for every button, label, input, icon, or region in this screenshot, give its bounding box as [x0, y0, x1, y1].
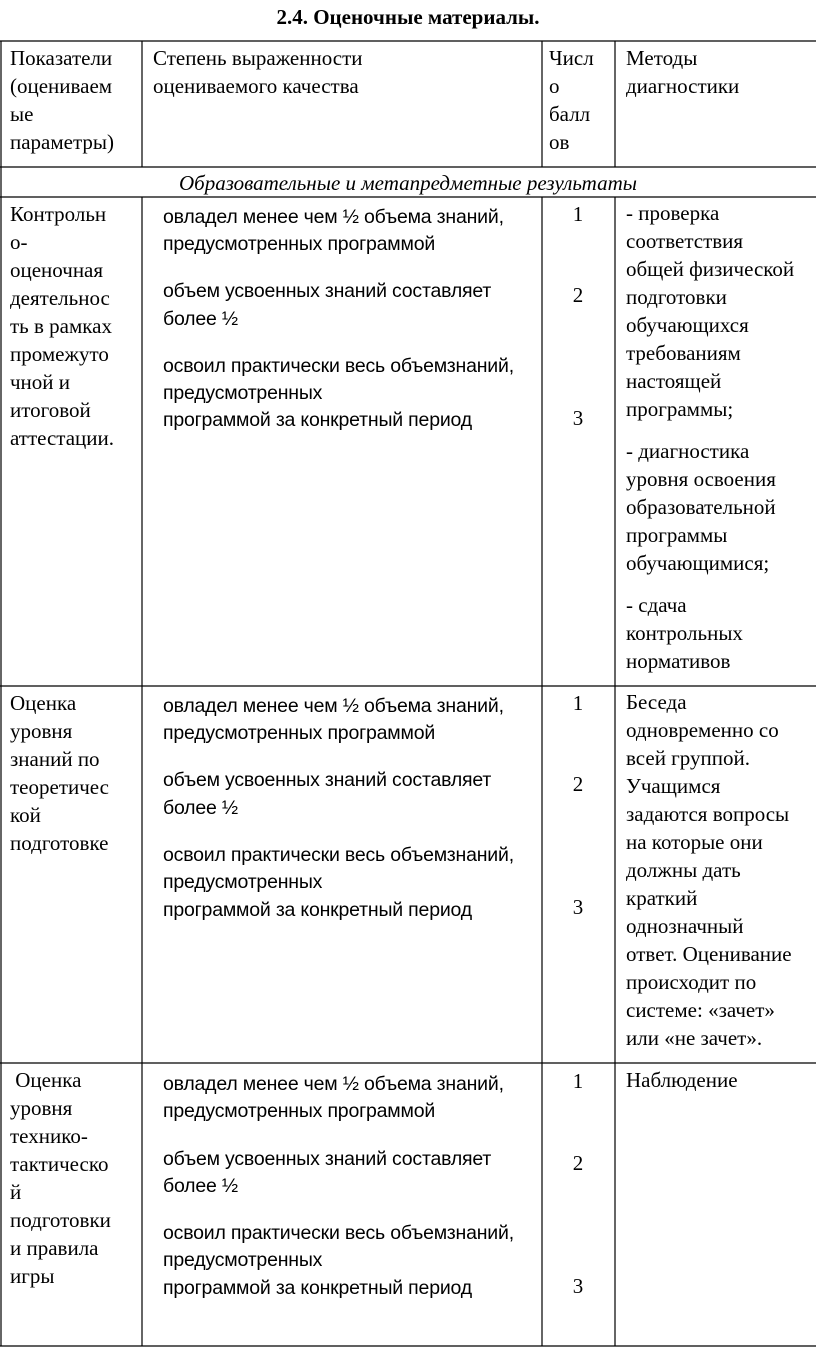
method-line: образовательной	[626, 495, 776, 519]
level-line: овладел менее чем ½ объема знаний,	[163, 695, 504, 717]
method-line: Наблюдение	[626, 1068, 738, 1092]
score-value: 1	[572, 691, 584, 715]
method-line: - диагностика	[626, 439, 750, 463]
level-line: освоил практически весь объемзнаний,	[163, 1222, 514, 1244]
header-score-line: Числ	[549, 46, 594, 70]
level-line: предусмотренных	[163, 871, 323, 893]
indicator-line: и правила	[10, 1236, 99, 1260]
score-value: 3	[572, 1274, 584, 1298]
indicator-line: теоретичес	[10, 775, 109, 799]
method-line: программы;	[626, 397, 734, 421]
level-line: программой за конкретный период	[163, 1277, 472, 1299]
indicator-line: игры	[10, 1264, 55, 1288]
header-indicators-line: параметры)	[10, 130, 115, 154]
section-title: Образовательные и метапредметные результаты	[179, 171, 637, 195]
header-indicators-line: ые	[10, 102, 34, 126]
header-indicators-line: Показатели	[10, 46, 113, 70]
method-line: нормативов	[626, 649, 731, 673]
level-line: овладел менее чем ½ объема знаний,	[163, 1073, 504, 1095]
header-score-line: балл	[549, 102, 591, 126]
score-value: 1	[572, 1069, 584, 1093]
header-degree-line: Степень выраженности	[153, 46, 363, 70]
indicator-line: тактическо	[10, 1152, 109, 1176]
indicator-line: Оценка	[10, 691, 77, 715]
method-line: общей физической	[626, 257, 795, 281]
header-degree-line: оцениваемого качества	[153, 74, 359, 98]
indicator-line: о-	[10, 230, 28, 254]
method-line: ответ. Оценивание	[626, 942, 792, 966]
indicator-line: деятельнос	[10, 286, 110, 310]
header-indicators-line: (оцениваем	[10, 74, 113, 98]
level-line: объем усвоенных знаний составляет	[163, 280, 492, 302]
header-score-line: о	[549, 74, 560, 98]
level-line: объем усвоенных знаний составляет	[163, 1148, 492, 1170]
indicator-line: подготовке	[10, 831, 109, 855]
level-line: программой за конкретный период	[163, 409, 472, 431]
level-line: освоил практически весь объемзнаний,	[163, 844, 514, 866]
method-line: или «не зачет».	[626, 1026, 763, 1050]
level-line: более ½	[163, 308, 238, 330]
level-line: предусмотренных	[163, 382, 323, 404]
score-value: 1	[572, 202, 584, 226]
indicator-line: Оценка	[10, 1068, 82, 1092]
indicator-line: промежуто	[10, 342, 109, 366]
score-value: 2	[572, 1151, 584, 1175]
method-line: обучающимися;	[626, 551, 770, 575]
level-line: предусмотренных программой	[163, 1100, 436, 1122]
method-line: Учащимся	[626, 774, 721, 798]
indicator-line: знаний по	[10, 747, 100, 771]
indicator-line: итоговой	[10, 398, 91, 422]
level-line: более ½	[163, 797, 238, 819]
indicator-line: аттестации.	[10, 426, 115, 450]
level-line: более ½	[163, 1175, 238, 1197]
level-line: освоил практически весь объемзнаний,	[163, 355, 514, 377]
method-line: краткий	[626, 886, 698, 910]
level-line: объем усвоенных знаний составляет	[163, 769, 492, 791]
indicator-line: технико-	[10, 1124, 88, 1148]
indicator-line: Контрольн	[10, 202, 107, 226]
method-line: однозначный	[626, 914, 744, 938]
indicator-line: й	[10, 1180, 22, 1204]
method-line: программы	[626, 523, 728, 547]
score-value: 2	[572, 283, 584, 307]
indicator-line: подготовки	[10, 1208, 111, 1232]
method-line: на которые они	[626, 830, 763, 854]
method-line: задаются вопросы	[626, 802, 790, 826]
level-line: овладел менее чем ½ объема знаний,	[163, 206, 504, 228]
header-methods-line: диагностики	[626, 74, 740, 98]
header-methods-line: Методы	[626, 46, 698, 70]
header-score-line: ов	[549, 130, 570, 154]
indicator-line: чной и	[10, 370, 71, 394]
score-value: 3	[572, 406, 584, 430]
indicator-line: уровня	[10, 719, 73, 743]
method-line: соответствия	[626, 229, 744, 253]
score-value: 2	[572, 772, 584, 796]
method-line: всей группой.	[626, 746, 750, 770]
method-line: системе: «зачет»	[626, 998, 775, 1022]
method-line: подготовки	[626, 285, 727, 309]
indicator-line: кой	[10, 803, 41, 827]
indicator-line: оценочная	[10, 258, 104, 282]
method-line: требованиям	[626, 341, 741, 365]
indicator-line: ть в рамках	[10, 314, 112, 338]
method-line: должны дать	[626, 858, 741, 882]
level-line: предусмотренных программой	[163, 233, 436, 255]
method-line: обучающихся	[626, 313, 749, 337]
level-line: предусмотренных	[163, 1249, 323, 1271]
method-line: Беседа	[626, 690, 687, 714]
method-line: происходит по	[626, 970, 757, 994]
method-line: одновременно со	[626, 718, 779, 742]
document-title: 2.4. Оценочные материалы.	[276, 5, 540, 29]
method-line: уровня освоения	[626, 467, 776, 491]
level-line: предусмотренных программой	[163, 722, 436, 744]
method-line: настоящей	[626, 369, 722, 393]
indicator-line: уровня	[10, 1096, 73, 1120]
level-line: программой за конкретный период	[163, 899, 472, 921]
method-line: контрольных	[626, 621, 743, 645]
method-line: - сдача	[626, 593, 687, 617]
score-value: 3	[572, 895, 584, 919]
method-line: - проверка	[626, 201, 720, 225]
